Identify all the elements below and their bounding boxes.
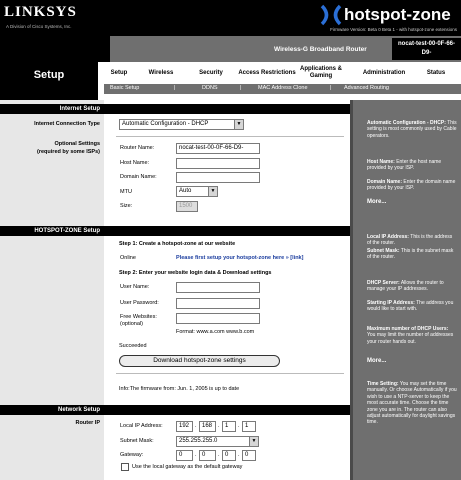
free-websites-sub: (optional) (120, 321, 143, 327)
hotspot-zone-logo (320, 4, 461, 26)
connection-type-select[interactable]: Automatic Configuration - DHCP ▼ (119, 119, 244, 130)
firmware-info-text: Info:The firmware from: Jun. 1, 2005 is up to date (119, 386, 240, 392)
hotspot-zone-wordmark: hotspot-zone (344, 5, 451, 24)
step1-text: Step 1: Create a hotspot-zone at our website (119, 241, 236, 247)
help-max-dhcp-users: Maximum number of DHCP Users: You may limit the number of addresses your router hands out. (367, 326, 454, 345)
chevron-down-icon: ▼ (234, 120, 243, 129)
model-name: Wireless-G Broadband Router (274, 46, 367, 53)
router-id-line1: nocat-test-00-0F-66- (397, 41, 455, 47)
subnet-mask-label: Subnet Mask: (120, 438, 154, 444)
help-starting-ip: Starting IP Address: The address you would like to start with. (367, 300, 454, 313)
mtu-select[interactable]: Auto ▼ (176, 186, 218, 197)
subtab-advanced-routing[interactable]: Advanced Routing (344, 85, 389, 91)
host-name-label: Host Name: (120, 160, 150, 166)
firmware-version: Firmware Version: Beta 0 Beta 1 - with hotspot-zone extensions (330, 27, 457, 32)
use-local-gateway-label: Use the local gateway as the default gateway (132, 464, 243, 470)
user-name-label: User Name: (120, 284, 150, 290)
network-setup-heading: Network Setup (0, 405, 104, 415)
domain-name-label: Domain Name: (120, 174, 157, 180)
main-tabs (104, 62, 461, 84)
help-local-ip: Local IP Address: This is the address of the router. (367, 234, 453, 247)
router-id (392, 38, 461, 60)
help-dhcp: Automatic Configuration - DHCP: This setting is most commonly used by Cable operators. (367, 120, 457, 139)
internet-setup-heading: Internet Setup (0, 104, 104, 114)
user-password-input[interactable] (176, 298, 260, 309)
gateway-octet-4[interactable]: 0 (242, 450, 256, 461)
step2-text: Step 2: Enter your website login data & Download settings (119, 270, 272, 276)
local-ip-label: Local IP Address: (120, 423, 163, 429)
tab-administration[interactable]: Administration (362, 69, 406, 76)
format-hint: Format: www.a.com www.b.com (176, 329, 255, 335)
help-host-name: Host Name: Enter the host name provided by your ISP. (367, 159, 442, 172)
tab-setup[interactable]: Setup (104, 62, 134, 84)
user-name-input[interactable] (176, 282, 260, 293)
section-title: Setup (0, 62, 98, 100)
size-label: Size: (120, 203, 133, 209)
free-websites-label: Free Websites: (120, 314, 157, 320)
ip-octet-3[interactable]: 1 (222, 421, 236, 432)
sub-tabs: Basic Setup | DDNS | MAC Address Clone | Advanced Routing (104, 84, 461, 94)
chevron-down-icon: ▼ (208, 187, 217, 196)
subnet-mask-select[interactable]: 255.255.255.0 ▼ (176, 436, 259, 447)
router-ip-label: Router IP (75, 420, 100, 426)
host-name-input[interactable] (176, 158, 260, 169)
mtu-label: MTU (120, 189, 132, 195)
gateway-octet-2[interactable]: 0 (199, 450, 216, 461)
setup-hotspot-link[interactable]: Please first setup your hotspot-zone here » [link] (176, 255, 304, 261)
tab-access-restrictions[interactable]: Access Restrictions (238, 69, 296, 76)
subtab-basic-setup[interactable]: Basic Setup (110, 85, 140, 91)
local-ip-heading: Local IP Address: (120, 409, 163, 415)
subtab-ddns[interactable]: DDNS (202, 85, 218, 91)
online-label: Online (120, 255, 136, 261)
hotspot-zone-mark-icon (320, 4, 342, 26)
help-subnet-mask: Subnet Mask: This is the subnet mask of the router. (367, 248, 454, 261)
ip-octet-4[interactable]: 1 (242, 421, 256, 432)
use-local-gateway-checkbox[interactable] (121, 463, 129, 471)
linksys-tagline: A Division of Cisco Systems, Inc. (6, 24, 72, 29)
connection-type-label: Internet Connection Type (34, 121, 100, 127)
gateway-octet-1[interactable]: 0 (176, 450, 193, 461)
ip-octet-2[interactable]: 168 (199, 421, 216, 432)
router-id-line2: D9- (421, 50, 432, 56)
subtab-mac-address-clone[interactable]: MAC Address Clone (258, 85, 308, 91)
domain-name-input[interactable] (176, 172, 260, 183)
download-settings-button[interactable]: Download hotspot-zone settings (119, 355, 280, 367)
help-domain-name: Domain Name: Enter the domain name provided by your ISP. (367, 179, 456, 192)
ip-octet-1[interactable]: 192 (176, 421, 193, 432)
linksys-logo: LINKSYS (4, 4, 77, 20)
help-dhcp-server: DHCP Server: Allows the router to manage your IP addresses. (367, 280, 444, 293)
optional-settings-sub: (required by some ISPs) (37, 149, 100, 155)
size-input[interactable]: 1500 (176, 201, 198, 212)
gateway-octet-3[interactable]: 0 (222, 450, 236, 461)
free-websites-input[interactable] (176, 313, 260, 324)
gateway-label: Gateway: (120, 452, 144, 458)
user-password-label: User Password: (120, 300, 159, 306)
chevron-down-icon: ▼ (249, 437, 258, 446)
optional-settings-label: Optional Settings (54, 141, 100, 147)
tab-status[interactable]: Status (426, 69, 446, 76)
status-text: Succeeded (119, 343, 147, 349)
router-name-input[interactable]: nocat-test-00-0F-66-D9- (176, 143, 260, 154)
hotspot-setup-heading: HOTSPOT-ZONE Setup (0, 226, 104, 236)
tab-applications-gaming[interactable]: Applications & Gaming (299, 66, 342, 79)
tab-wireless[interactable]: Wireless (148, 69, 174, 76)
help-time-setting: Time Setting: You may set the time manually. Or choose Automatically if you wish to use a NTP-server to keep the most accurate time. Choose the time zone you are in. The router can also adjust automatically for daylight savings time. (367, 381, 457, 426)
help-more-link-2[interactable]: More... (367, 358, 387, 364)
router-name-label: Router Name: (120, 145, 155, 151)
tab-security[interactable]: Security (199, 69, 223, 76)
help-more-link[interactable]: More... (367, 199, 387, 205)
